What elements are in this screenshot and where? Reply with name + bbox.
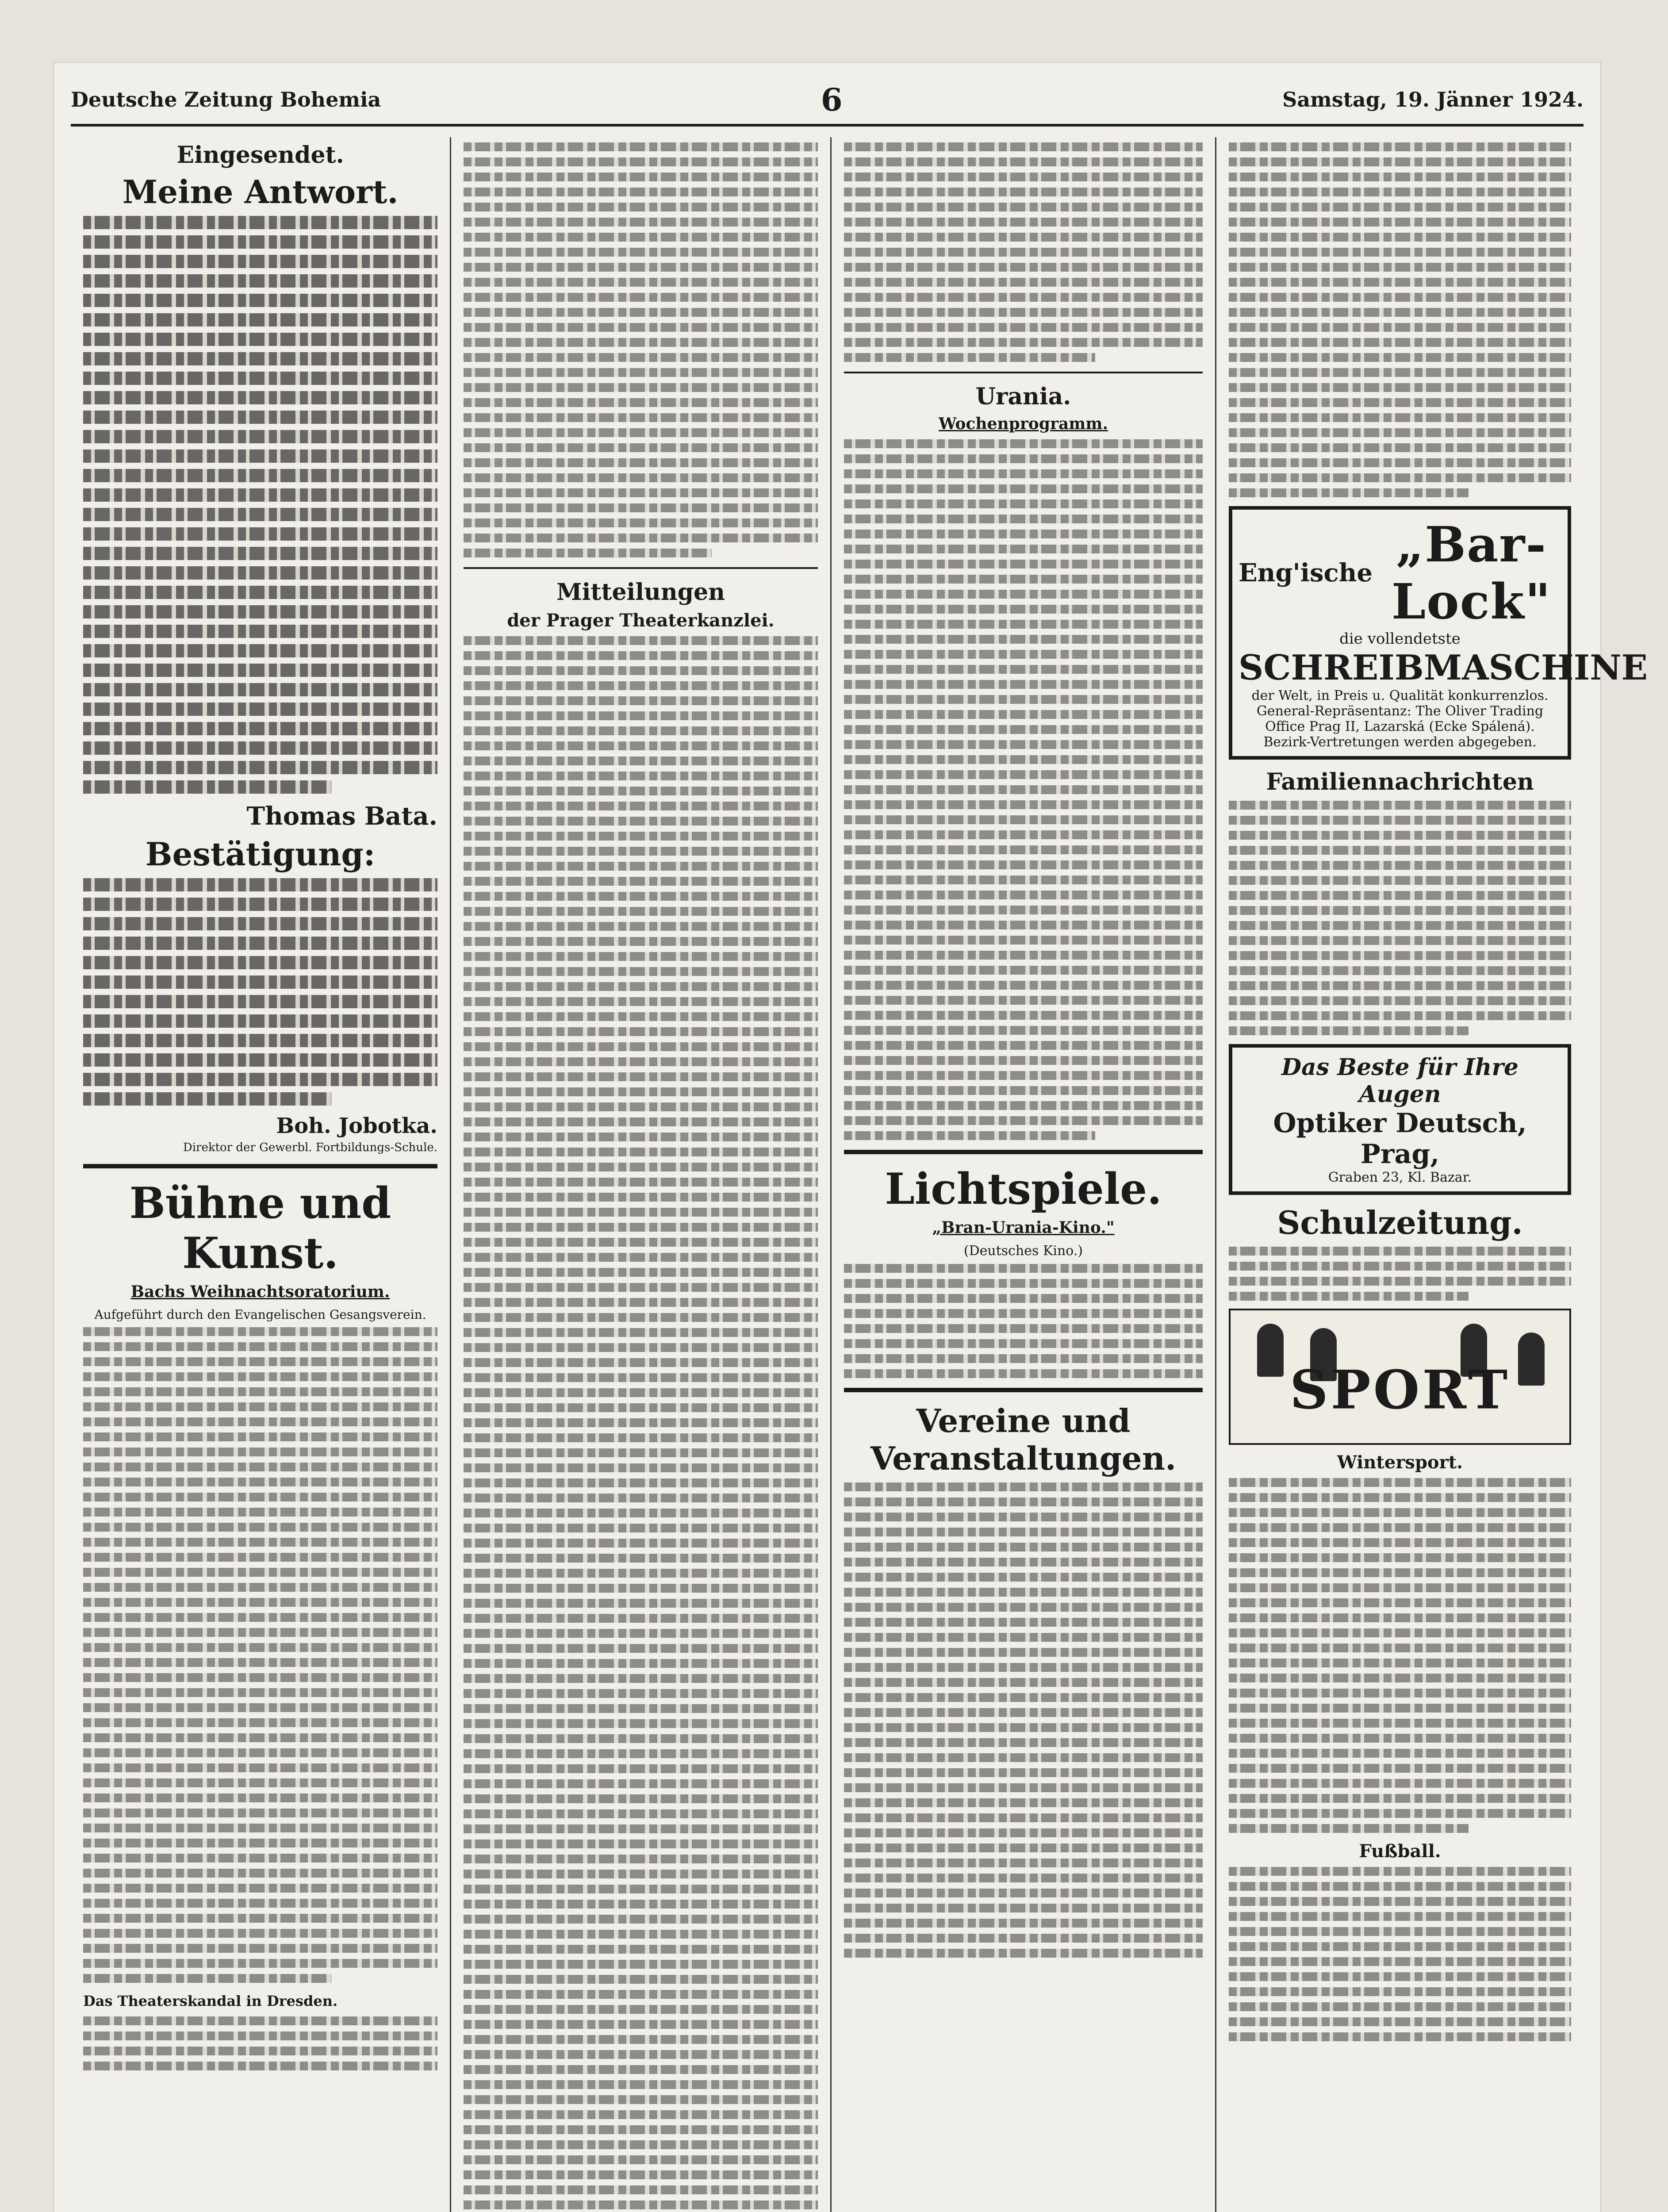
- divider: [83, 1164, 437, 1168]
- sport-banner: [1229, 1309, 1571, 1445]
- school-news-body: [1229, 1247, 1571, 1301]
- continued-notices-body: [1229, 142, 1571, 497]
- confirmation-body: [83, 878, 437, 1106]
- newspaper-name: Deutsche Zeitung Bohemia: [71, 88, 381, 111]
- music-exams-body: [844, 142, 1203, 362]
- athlete-figure: [1257, 1324, 1284, 1377]
- athlete-figure: [1518, 1333, 1545, 1386]
- page-header: [71, 75, 1584, 127]
- article-title-bach: Bachs Weihnachtsoratorium.: [130, 1283, 390, 1301]
- continued-article-body: [464, 142, 818, 557]
- section-heading-buehne: Bühne und Kunst.: [129, 1178, 391, 1278]
- column-2: [451, 137, 832, 2212]
- column-1: [71, 137, 451, 2212]
- wintersport-body: [1229, 1478, 1571, 1833]
- ad-optiker-name: Optiker Deutsch, Prag,: [1273, 1108, 1527, 1170]
- signature-role: Direktor der Gewerbl. Fortbildungs-Schule.: [183, 1141, 437, 1154]
- sport-banner-title: SPORT: [1289, 1359, 1511, 1421]
- article-subtitle-bach: Aufgeführt durch den Evangelischen Gesangsverein.: [94, 1307, 426, 1322]
- ad-barlock-footer: Bezirk-Vertretungen werden abgegeben.: [1263, 734, 1537, 750]
- signature-jobotka: Boh. Jobotka.: [276, 1114, 437, 1138]
- urania-subheading: Wochenprogramm.: [938, 415, 1108, 433]
- issue-date: Samstag, 19. Jänner 1924.: [1282, 88, 1584, 111]
- article-body: [83, 216, 437, 794]
- article-title-antwort: Meine Antwort.: [122, 173, 399, 211]
- section-heading-mitteilungen: Mitteilungen: [556, 579, 725, 606]
- page-number: 6: [821, 81, 843, 118]
- ad-optiker-slogan: Das Beste für Ihre Augen: [1281, 1054, 1518, 1108]
- cinema-subtitle: (Deutsches Kino.): [963, 1243, 1083, 1259]
- signature-bata: Thomas Bata.: [246, 802, 437, 831]
- divider: [844, 1388, 1203, 1392]
- cinema-body: [844, 1264, 1203, 1378]
- family-news-body: [1229, 801, 1571, 1035]
- ad-barlock-brand: Eng'ische: [1239, 558, 1373, 588]
- section-heading-urania: Urania.: [975, 383, 1071, 410]
- newspaper-page: [53, 62, 1648, 2212]
- column-3: [832, 137, 1216, 2212]
- theater-notices-body: [464, 636, 818, 2212]
- theater-scandal-body: [83, 2016, 437, 2070]
- section-heading-eingesendet: Eingesendet.: [176, 142, 344, 169]
- ad-barlock-line: der Welt, in Preis u. Qualität konkurrenzlos.: [1251, 688, 1549, 703]
- ad-barlock-typewriter: [1229, 506, 1648, 760]
- section-subheading-theaterkanzlei: der Prager Theaterkanzlei.: [507, 610, 775, 631]
- section-heading-fussball: Fußball.: [1359, 1841, 1441, 1862]
- section-heading-lichtspiele: Lichtspiele.: [885, 1164, 1162, 1214]
- theater-scandal-heading: Das Theaterskandal in Dresden.: [83, 1993, 338, 2009]
- ad-barlock-tagline: die vollendetste: [1339, 630, 1461, 648]
- column-4: [1216, 137, 1648, 2212]
- ad-barlock-name: „Bar-Lock": [1391, 516, 1552, 630]
- ad-barlock-representative: General-Repräsentanz: The Oliver Trading Office Prag II, Lazarská (Ecke Spálená).: [1256, 703, 1544, 734]
- divider: [844, 372, 1203, 373]
- vereine-body: [844, 1482, 1203, 1958]
- divider: [844, 1150, 1203, 1154]
- cinema-name: „Bran-Urania-Kino.": [932, 1218, 1115, 1237]
- section-heading-wintersport: Wintersport.: [1337, 1452, 1463, 1473]
- ad-barlock-product: SCHREIBMASCHINE: [1239, 648, 1648, 688]
- urania-program-body: [844, 439, 1203, 1140]
- fussball-body: [1229, 1867, 1571, 2041]
- section-heading-familiennachrichten: Familiennachrichten: [1266, 768, 1534, 795]
- section-heading-vereine: Vereine und Veranstaltungen.: [870, 1402, 1177, 1477]
- ad-optiker-address: Graben 23, Kl. Bazar.: [1328, 1170, 1472, 1185]
- section-heading-schulzeitung: Schulzeitung.: [1277, 1204, 1523, 1241]
- article-title-bestaetigung: Bestätigung:: [145, 835, 376, 873]
- ad-optiker: [1229, 1044, 1571, 1195]
- bach-article-body: [83, 1327, 437, 1983]
- divider: [464, 567, 818, 569]
